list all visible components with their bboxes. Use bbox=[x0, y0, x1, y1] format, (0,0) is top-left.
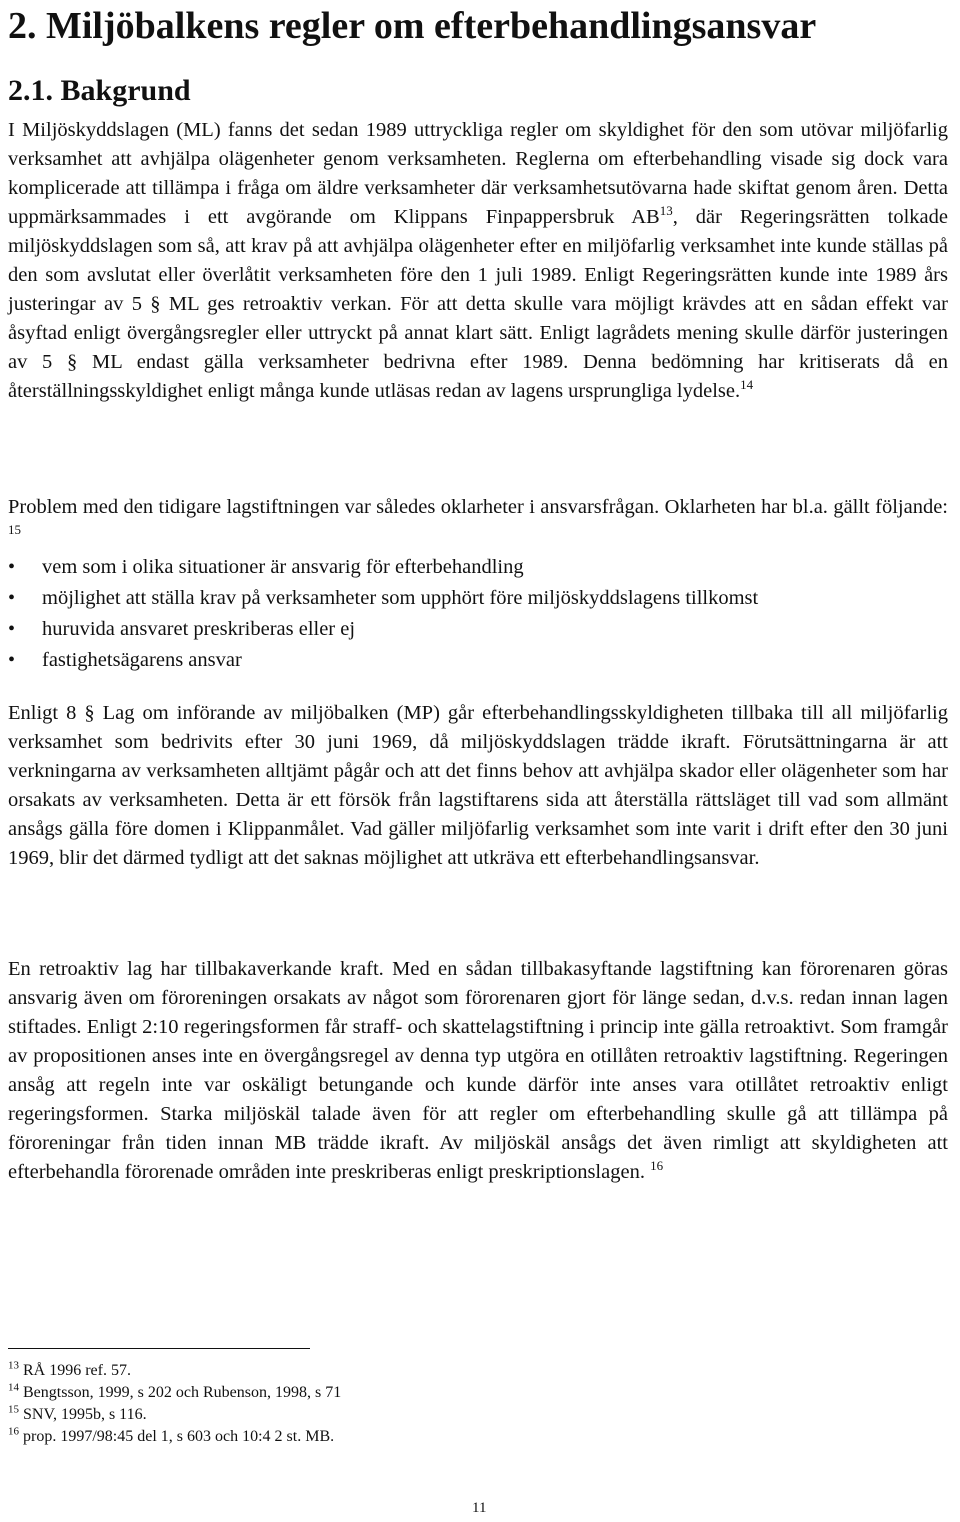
paragraph-text: Problem med den tidigare lagstiftningen var således oklarheter i ansvarsfrågan. Oklarheten har bl.a. gällt följande: bbox=[8, 496, 948, 518]
list-item bbox=[8, 583, 948, 614]
footnote-number: 15 bbox=[8, 1403, 19, 1416]
page-number: 11 bbox=[472, 1500, 487, 1516]
footnote-ref-15[interactable]: 15 bbox=[8, 522, 21, 538]
bullet-icon: • bbox=[8, 587, 16, 609]
bullet-icon: • bbox=[8, 618, 16, 640]
footnote bbox=[8, 1360, 341, 1382]
footnote-ref-16[interactable]: 16 bbox=[650, 1158, 664, 1174]
footnote-number: 14 bbox=[8, 1381, 19, 1394]
paragraph-mp-rule: Enligt 8 § Lag om införande av miljöbalken (MP) går efterbehandlingsskyldigheten tillbaka till all miljöfarlig verksamhet som bedrivits efter 30 juni 1969, då miljöskyddslagen trädde ikraft. Förutsättningarna är att verkningarna av verksamheten alltjämt pågår och att det finns behov att avhjälpa skador eller olägenheter som har orsakats av verksamheten. Detta är ett försök från lagstiftarens sida att återställa rättsläget till vad som allmänt ansågs gälla före domen i Klippanmålet. Vad gäller miljöfarlig verksamhet som inte varit i drift efter den 30 juni 1969, blir det därmed tydligt att det saknas möjlighet att utkräva ett efterbehandlingsansvar. bbox=[8, 702, 948, 869]
paragraph-text: I Miljöskyddslagen (ML) fanns det sedan 1989 uttryckliga regler om skyldighet för den som utövar miljöfarlig verksamhet att avhjälpa olägenheter genom verksamheten. Reglerna om efterbehandling visade sig dock vara komplicerade att tillämpa i fråga om äldre verksamheter där verksamhetsutövarna hade skiftat genom åren. Detta uppmärksammades i ett avgörande om Klippans Finpappersbruk AB bbox=[8, 119, 948, 228]
footnote-list bbox=[8, 1360, 341, 1448]
footnote-ref-14[interactable]: 14 bbox=[740, 377, 754, 393]
footnote-text: prop. 1997/98:45 del 1, s 603 och 10:4 2 st. MB. bbox=[23, 1428, 335, 1445]
footnote-text: Bengtsson, 1999, s 202 och Rubenson, 1998, s 71 bbox=[23, 1384, 342, 1401]
list-item bbox=[8, 552, 948, 583]
list-item-text: huruvida ansvaret preskriberas eller ej bbox=[42, 618, 356, 640]
footnote bbox=[8, 1404, 341, 1426]
footnote-text: SNV, 1995b, s 116. bbox=[23, 1406, 147, 1423]
footnote-number: 13 bbox=[8, 1359, 19, 1372]
paragraph-problems bbox=[8, 493, 948, 551]
list-item bbox=[8, 645, 948, 676]
paragraph-retroactive bbox=[8, 955, 948, 1187]
paragraph-background bbox=[8, 116, 948, 406]
list-item-text: vem som i olika situationer är ansvarig för efterbehandling bbox=[42, 556, 524, 578]
list-item bbox=[8, 614, 948, 645]
section-heading: 2.1. Bakgrund bbox=[8, 74, 191, 107]
bullet-icon: • bbox=[8, 556, 16, 578]
paragraph-text: En retroaktiv lag har tillbakaverkande kraft. Med en sådan tillbakasyftande lagstiftning kan förorenaren göras ansvarig även om föroreningen orsakats av något som förorenaren gjort för länge sedan, d.v.s. redan innan lagen stiftades. Enligt 2:10 regeringsformen får straff- och skattelagstiftning i princip inte gälla retroaktivt. Som framgår av propositionen anses inte en övergångsregel av denna typ utgöra en otillåten retroaktiv lagstiftning. Regeringen ansåg att regeln inte var oskäligt betungande och kunde därför inte anses vara otillåtet retroaktiv enligt regeringsformen. Starka miljöskäl talade även för att regler om efterbehandling skulle gå att tillämpa på föroreningar från tiden innan MB trädde ikraft. Av miljöskäl ansågs det även rimligt att skyldigheten att efterbehandla förorenade områden inte preskriberas enligt preskriptionslagen. bbox=[8, 958, 948, 1183]
footnote bbox=[8, 1426, 341, 1448]
list-item-text: fastighetsägarens ansvar bbox=[42, 649, 242, 671]
footnote-ref-13[interactable]: 13 bbox=[659, 203, 673, 219]
footnote-text: RÅ 1996 ref. 57. bbox=[23, 1362, 131, 1379]
footnote bbox=[8, 1382, 341, 1404]
list-item-text: möjlighet att ställa krav på verksamheter som upphört före miljöskyddslagens tillkomst bbox=[42, 587, 759, 609]
paragraph-text-continued: , där Regeringsrätten tolkade miljöskyddslagen som så, att krav på att avhjälpa olägenheter efter en miljöfarlig verksamhet inte kunde ställas på den som avslutat eller överlåtit verksamheten före den 1 juli 1989. Enligt Regeringsrätten kunde inte 1989 års justeringar av 5 § ML ges retroaktiv verkan. För att detta skulle vara möjligt krävdes att en sådan effekt var åsyftad enligt övergångsregler eller uttryckt på annat klart sätt. Enligt lagrådets mening skulle därför justeringen av 5 § ML endast gälla verksamheter bedrivna efter 1989. Denna bedömning har kritiserats då en återställningsskyldighet enligt många kunde utläsas redan av lagens ursprungliga lydelse. bbox=[8, 206, 948, 402]
problem-list bbox=[8, 552, 948, 676]
chapter-heading: 2. Miljöbalkens regler om efterbehandlingsansvar bbox=[8, 5, 817, 47]
bullet-icon: • bbox=[8, 649, 16, 671]
footnote-number: 16 bbox=[8, 1425, 19, 1438]
footnote-divider bbox=[8, 1348, 310, 1349]
